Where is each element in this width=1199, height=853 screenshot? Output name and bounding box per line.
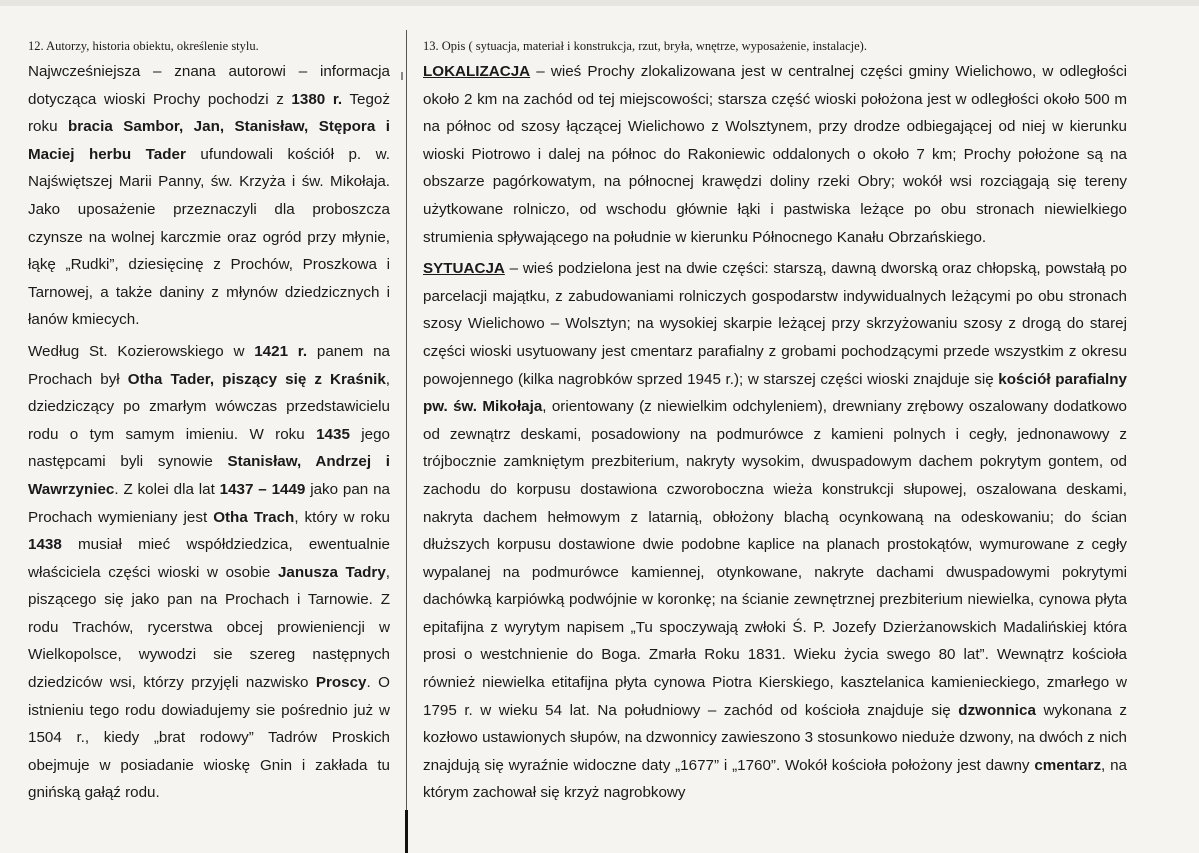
- location-heading: LOKALIZACJA: [423, 63, 531, 80]
- section-13-header: 13. Opis ( sytuacja, materiał i konstrukcja, rzut, bryła, wnętrze, wyposażenie, instalacje).: [423, 39, 867, 53]
- section-12-header: 12. Autorzy, historia obiektu, określenie stylu.: [28, 39, 259, 53]
- column-divider-bottom: [405, 810, 408, 853]
- right-column: [423, 38, 1127, 807]
- left-column: [28, 38, 390, 807]
- history-paragraph-1: Najwcześniejsza – znana autorowi – informacja dotycząca wioski Prochy pochodzi z 1380 r. Tegoż roku bracia Sambor, Jan, Stanisław, Stępora i Maciej herbu Tader ufundowali kościół p. w. Najświętszej Marii Panny, św. Krzyża i św. Mikołaja. Jako uposażenie przeznaczyli dla proboszcza czynsze na wolnej karczmie oraz ogród przy młynie, łąkę „Rudki”, dziesięcinę z Prochów, Proszkowa i Tarnowej, a także daniny z młynów dziedzicznych i łanów kmiecych.: [28, 63, 390, 329]
- situation-paragraph: SYTUACJA – wieś podzielona jest na dwie części: starszą, dawną dworską oraz chłopską, powstałą po parcelacji majątku, z zabudowaniami rolniczych gospodarstw indywidualnych leżącymi po obu stronach szosy Wielichowo – Wolsztyn; na wysokiej skarpie leżącej przy skrzyżowaniu szosy z drogą do starej części wioski usytuowany jest cmentarz parafialny z grobami pochodzącymi przede wszystkim z okresu powojennego (kilka nagrobków sprzed 1945 r.); w starszej części wioski znajduje się kościół parafialny pw. św. Mikołaja, orientowany (z niewielkim odchyleniem), drewniany zrębowy oszalowany dodatkowo od zewnątrz deskami, posadowiony na podmurówce z kamieni polnych i cegły, jednonawowy z trójbocznie zamkniętym prezbiterium, nakryty wysokim, dwuspadowym dachem pokrytym gontem, od zachodu do korpusu dostawiona czworoboczna wieża konstrukcji słupowej, oszalowana deskami, nakryta dachem hełmowym z latarnią, obłożony blachą ocynkowaną na odeskowaniu; do ścian dłuższych korpusu dostawione dwie podobne kaplice na planach prostokątów, wymurowane z cegły wypalanej na podmurówce kamiennej, otynkowane, nakryte dachami dwuspadowymi pokrytymi dachówką karpiówką podwójnie w koronkę; na ścianie zewnętrznej prezbiterium niewielka, cynowa płyta epitafijna z wyrytym napisem „Tu spoczywają zwłoki Ś. P. Jozefy Dzierżanowskich Madalińskiej która prosi o westchnienie do Boga. Zmarła Roku 1831. Wieku życia swego 80 lat”. Wewnątrz kościoła również niewielka etitafijna płyta cynowa Piotra Kierskiego, kasztelanica kamienieckiego, zmarłego w 1795 r. w wieku 54 lat. Na południowy – zachód od kościoła znajduje się dzwonnica wykonana z kozłowo ustawionych słupów, na dzwonnicy zawieszono 3 stosunkowo nieduże dzwony, na dwóch z nich znajdują się wyraźnie widoczne daty „1677” i „1760”. Wokół kościoła położony jest dawny cmentarz, na którym zachował się krzyż nagrobkowy: [423, 260, 1127, 802]
- margin-mark: [401, 72, 403, 80]
- history-paragraph-2: Według St. Kozierowskiego w 1421 r. panem na Prochach był Otha Tader, piszący się z Kraśnik, dziedziczący po zmarłym wówczas przedstawicielu rodu o tym samym imieniu. W roku 1435 jego następcami byli synowie Stanisław, Andrzej i Wawrzyniec. Z kolei dla lat 1437 – 1449 jako pan na Prochach wymieniany jest Otha Trach, który w roku 1438 musiał mieć współdziedzica, ewentualnie właściciela części wioski w osobie Janusza Tadry, piszącego się jako pan na Prochach i Tarnowie. Z rodu Trachów, rycerstwa obcej prowieniencji w Wielkopolsce, wywodzi sie szereg następnych dziedziców wsi, którzy przyjęli nazwisko Proscy. O istnieniu tego rodu dowiadujemy sie pośrednio już w 1504 r., kiedy „brat rodowy” Tadrów Proskich obejmuje w posiadanie wioskę Gnin i zakłada tu gnińską gałąź rodu.: [28, 342, 391, 802]
- situation-heading: SYTUACJA: [423, 260, 505, 278]
- location-paragraph: LOKALIZACJA – wieś Prochy zlokalizowana jest w centralnej części gminy Wielichowo, w odległości około 2 km na zachód od tej miejscowości; starsza część wioski położona jest w odległości około 500 m na północ od szosy łączącej Wielichowo z Wolsztynem, przy drodze odbiegającej od niej w kierunku wioski Piotrowo i dalej na północ do Rakoniewic oddalonych o około 7 km; Prochy położone są na obszarze pagórkowatym, na północnej krawędzi doliny rzeki Obry; wokół wsi rozciągają się tereny użytkowane rolniczo, od wschodu głównie łąki i pastwiska leżące po obu stronach niewielkiego strumienia spływającego na południe w kierunku Północnego Kanału Obrzańskiego.: [423, 63, 1127, 246]
- column-divider: [406, 30, 407, 853]
- page-edge: [0, 0, 1199, 6]
